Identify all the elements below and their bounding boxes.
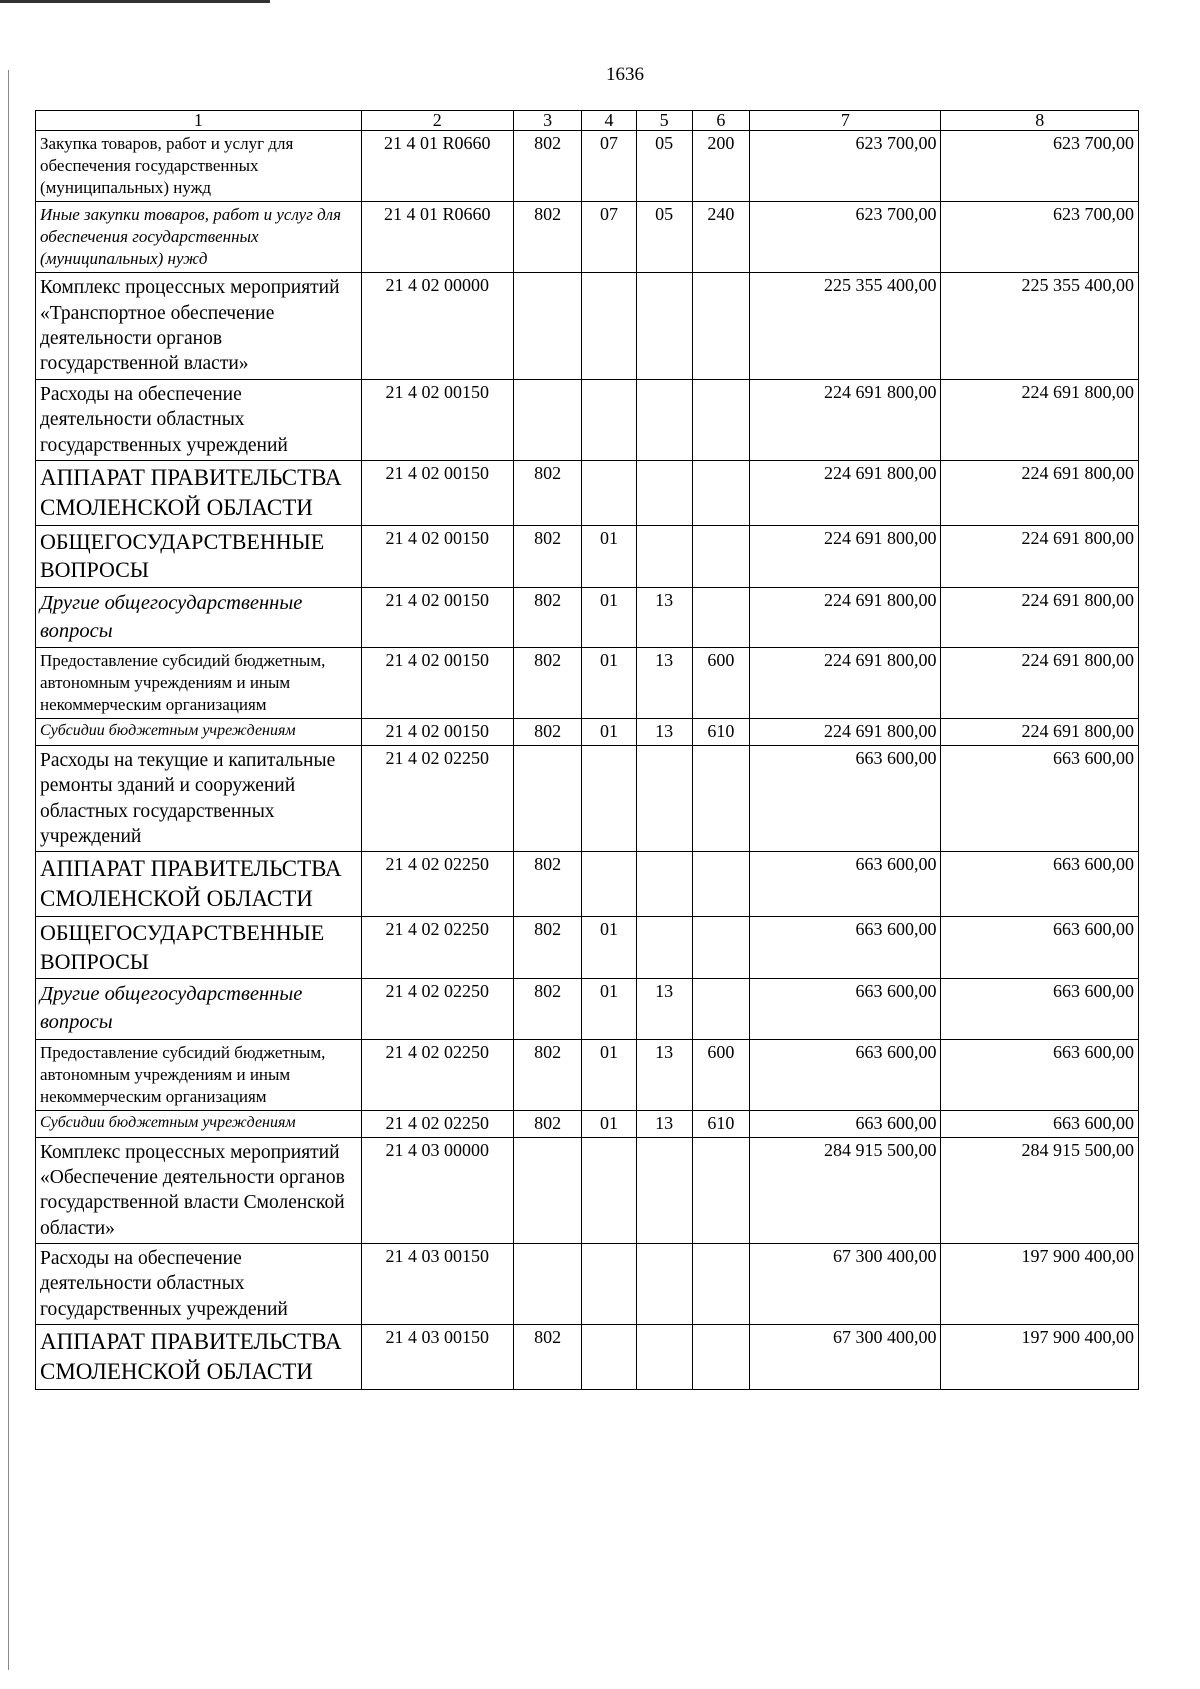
amount-year-2-cell: 663 600,00 bbox=[941, 852, 1139, 917]
expense-type-cell: 610 bbox=[692, 1111, 750, 1138]
amount-year-1-cell: 224 691 800,00 bbox=[750, 525, 941, 587]
item-name-cell: Другие общегосударственные вопросы bbox=[36, 587, 362, 647]
subsection-code-cell bbox=[636, 746, 692, 852]
column-header: 2 bbox=[361, 111, 513, 131]
ministry-code-cell: 802 bbox=[513, 648, 581, 719]
table-row bbox=[36, 525, 1139, 587]
ministry-code-cell: 802 bbox=[513, 917, 581, 979]
expense-type-cell bbox=[692, 587, 750, 647]
subsection-code-cell: 13 bbox=[636, 1039, 692, 1110]
amount-year-1-cell: 623 700,00 bbox=[750, 202, 941, 273]
subsection-code-cell: 13 bbox=[636, 979, 692, 1039]
column-header: 7 bbox=[750, 111, 941, 131]
amount-year-1-cell: 663 600,00 bbox=[750, 979, 941, 1039]
target-article-cell: 21 4 02 00150 bbox=[361, 648, 513, 719]
amount-year-1-cell: 663 600,00 bbox=[750, 852, 941, 917]
expense-type-cell bbox=[692, 1325, 750, 1390]
item-name-cell: Комплекс процессных мероприятий «Обеспечение деятельности органов государственной власти Смоленской области» bbox=[36, 1137, 362, 1243]
item-name-cell: Иные закупки товаров, работ и услуг для обеспечения государственных (муниципальных) нужд bbox=[36, 202, 362, 273]
column-header: 1 bbox=[36, 111, 362, 131]
ministry-code-cell: 802 bbox=[513, 130, 581, 201]
subsection-code-cell bbox=[636, 917, 692, 979]
column-header: 5 bbox=[636, 111, 692, 131]
item-name-cell: ОБЩЕГОСУДАРСТВЕННЫЕ ВОПРОСЫ bbox=[36, 525, 362, 587]
section-code-cell: 01 bbox=[582, 1111, 637, 1138]
amount-year-2-cell: 663 600,00 bbox=[941, 917, 1139, 979]
table-row bbox=[36, 746, 1139, 852]
section-code-cell: 07 bbox=[582, 202, 637, 273]
target-article-cell: 21 4 03 00150 bbox=[361, 1243, 513, 1324]
section-code-cell: 01 bbox=[582, 525, 637, 587]
item-name-cell: Предоставление субсидий бюджетным, автономным учреждениям и иным некоммерческим организациям bbox=[36, 648, 362, 719]
section-code-cell: 01 bbox=[582, 917, 637, 979]
budget-table bbox=[35, 110, 1139, 1390]
table-row bbox=[36, 1039, 1139, 1110]
item-name-cell: Расходы на обеспечение деятельности областных государственных учреждений bbox=[36, 1243, 362, 1324]
table-row bbox=[36, 130, 1139, 201]
section-code-cell bbox=[582, 746, 637, 852]
section-code-cell bbox=[582, 1243, 637, 1324]
amount-year-1-cell: 663 600,00 bbox=[750, 1111, 941, 1138]
table-row bbox=[36, 979, 1139, 1039]
ministry-code-cell: 802 bbox=[513, 1325, 581, 1390]
amount-year-1-cell: 224 691 800,00 bbox=[750, 379, 941, 460]
amount-year-2-cell: 224 691 800,00 bbox=[941, 525, 1139, 587]
section-code-cell: 01 bbox=[582, 587, 637, 647]
expense-type-cell bbox=[692, 917, 750, 979]
ministry-code-cell: 802 bbox=[513, 1111, 581, 1138]
amount-year-2-cell: 623 700,00 bbox=[941, 130, 1139, 201]
ministry-code-cell: 802 bbox=[513, 719, 581, 746]
target-article-cell: 21 4 02 02250 bbox=[361, 1039, 513, 1110]
section-code-cell: 01 bbox=[582, 1039, 637, 1110]
section-code-cell bbox=[582, 379, 637, 460]
expense-type-cell bbox=[692, 852, 750, 917]
target-article-cell: 21 4 03 00150 bbox=[361, 1325, 513, 1390]
expense-type-cell bbox=[692, 525, 750, 587]
item-name-cell: Закупка товаров, работ и услуг для обеспечения государственных (муниципальных) нужд bbox=[36, 130, 362, 201]
table-row bbox=[36, 460, 1139, 525]
expense-type-cell bbox=[692, 1137, 750, 1243]
expense-type-cell bbox=[692, 273, 750, 379]
amount-year-1-cell: 224 691 800,00 bbox=[750, 587, 941, 647]
expense-type-cell bbox=[692, 1243, 750, 1324]
item-name-cell: АППАРАТ ПРАВИТЕЛЬСТВА СМОЛЕНСКОЙ ОБЛАСТИ bbox=[36, 460, 362, 525]
target-article-cell: 21 4 01 R0660 bbox=[361, 130, 513, 201]
subsection-code-cell bbox=[636, 852, 692, 917]
subsection-code-cell bbox=[636, 1325, 692, 1390]
item-name-cell: Другие общегосударственные вопросы bbox=[36, 979, 362, 1039]
target-article-cell: 21 4 02 02250 bbox=[361, 746, 513, 852]
amount-year-1-cell: 663 600,00 bbox=[750, 1039, 941, 1110]
ministry-code-cell: 802 bbox=[513, 460, 581, 525]
amount-year-2-cell: 224 691 800,00 bbox=[941, 460, 1139, 525]
target-article-cell: 21 4 02 00150 bbox=[361, 719, 513, 746]
amount-year-1-cell: 67 300 400,00 bbox=[750, 1243, 941, 1324]
ministry-code-cell: 802 bbox=[513, 1039, 581, 1110]
amount-year-2-cell: 284 915 500,00 bbox=[941, 1137, 1139, 1243]
amount-year-2-cell: 224 691 800,00 bbox=[941, 379, 1139, 460]
item-name-cell: Субсидии бюджетным учреждениям bbox=[36, 719, 362, 746]
column-header: 4 bbox=[582, 111, 637, 131]
amount-year-2-cell: 224 691 800,00 bbox=[941, 587, 1139, 647]
subsection-code-cell bbox=[636, 525, 692, 587]
column-header: 8 bbox=[941, 111, 1139, 131]
expense-type-cell: 240 bbox=[692, 202, 750, 273]
amount-year-2-cell: 663 600,00 bbox=[941, 746, 1139, 852]
ministry-code-cell bbox=[513, 1243, 581, 1324]
amount-year-2-cell: 224 691 800,00 bbox=[941, 648, 1139, 719]
amount-year-1-cell: 67 300 400,00 bbox=[750, 1325, 941, 1390]
amount-year-2-cell: 623 700,00 bbox=[941, 202, 1139, 273]
amount-year-1-cell: 224 691 800,00 bbox=[750, 648, 941, 719]
ministry-code-cell: 802 bbox=[513, 202, 581, 273]
target-article-cell: 21 4 02 00150 bbox=[361, 587, 513, 647]
section-code-cell: 01 bbox=[582, 719, 637, 746]
amount-year-2-cell: 197 900 400,00 bbox=[941, 1243, 1139, 1324]
left-margin-rule bbox=[8, 70, 9, 1670]
expense-type-cell bbox=[692, 746, 750, 852]
target-article-cell: 21 4 03 00000 bbox=[361, 1137, 513, 1243]
subsection-code-cell: 05 bbox=[636, 130, 692, 201]
section-code-cell: 01 bbox=[582, 979, 637, 1039]
subsection-code-cell: 13 bbox=[636, 719, 692, 746]
item-name-cell: АППАРАТ ПРАВИТЕЛЬСТВА СМОЛЕНСКОЙ ОБЛАСТИ bbox=[36, 1325, 362, 1390]
target-article-cell: 21 4 02 02250 bbox=[361, 979, 513, 1039]
subsection-code-cell: 13 bbox=[636, 1111, 692, 1138]
amount-year-1-cell: 284 915 500,00 bbox=[750, 1137, 941, 1243]
section-code-cell bbox=[582, 1137, 637, 1243]
amount-year-1-cell: 225 355 400,00 bbox=[750, 273, 941, 379]
ministry-code-cell: 802 bbox=[513, 525, 581, 587]
table-row bbox=[36, 917, 1139, 979]
item-name-cell: Предоставление субсидий бюджетным, автономным учреждениям и иным некоммерческим организациям bbox=[36, 1039, 362, 1110]
amount-year-2-cell: 197 900 400,00 bbox=[941, 1325, 1139, 1390]
expense-type-cell: 600 bbox=[692, 1039, 750, 1110]
amount-year-1-cell: 663 600,00 bbox=[750, 746, 941, 852]
section-code-cell: 01 bbox=[582, 648, 637, 719]
table-row bbox=[36, 1243, 1139, 1324]
column-header: 3 bbox=[513, 111, 581, 131]
section-code-cell bbox=[582, 852, 637, 917]
subsection-code-cell: 05 bbox=[636, 202, 692, 273]
item-name-cell: Комплекс процессных мероприятий «Транспортное обеспечение деятельности органов государственной власти» bbox=[36, 273, 362, 379]
ministry-code-cell bbox=[513, 1137, 581, 1243]
header-row bbox=[36, 111, 1139, 131]
amount-year-1-cell: 663 600,00 bbox=[750, 917, 941, 979]
table-row bbox=[36, 648, 1139, 719]
expense-type-cell: 600 bbox=[692, 648, 750, 719]
table-row bbox=[36, 379, 1139, 460]
item-name-cell: АППАРАТ ПРАВИТЕЛЬСТВА СМОЛЕНСКОЙ ОБЛАСТИ bbox=[36, 852, 362, 917]
top-edge-rule bbox=[0, 0, 270, 3]
subsection-code-cell: 13 bbox=[636, 648, 692, 719]
table-row bbox=[36, 1111, 1139, 1138]
ministry-code-cell: 802 bbox=[513, 587, 581, 647]
expense-type-cell: 610 bbox=[692, 719, 750, 746]
table-row bbox=[36, 273, 1139, 379]
expense-type-cell bbox=[692, 460, 750, 525]
item-name-cell: Расходы на текущие и капитальные ремонты зданий и сооружений областных государственных учреждений bbox=[36, 746, 362, 852]
table-row bbox=[36, 202, 1139, 273]
target-article-cell: 21 4 02 00150 bbox=[361, 525, 513, 587]
table-row bbox=[36, 1325, 1139, 1390]
amount-year-1-cell: 623 700,00 bbox=[750, 130, 941, 201]
amount-year-2-cell: 663 600,00 bbox=[941, 1039, 1139, 1110]
table-row bbox=[36, 587, 1139, 647]
subsection-code-cell: 13 bbox=[636, 587, 692, 647]
amount-year-2-cell: 225 355 400,00 bbox=[941, 273, 1139, 379]
amount-year-2-cell: 663 600,00 bbox=[941, 979, 1139, 1039]
table-body bbox=[36, 130, 1139, 1389]
table-row bbox=[36, 852, 1139, 917]
target-article-cell: 21 4 02 02250 bbox=[361, 852, 513, 917]
ministry-code-cell bbox=[513, 273, 581, 379]
column-header: 6 bbox=[692, 111, 750, 131]
section-code-cell: 07 bbox=[582, 130, 637, 201]
subsection-code-cell bbox=[636, 1243, 692, 1324]
subsection-code-cell bbox=[636, 460, 692, 525]
expense-type-cell: 200 bbox=[692, 130, 750, 201]
amount-year-1-cell: 224 691 800,00 bbox=[750, 460, 941, 525]
ministry-code-cell bbox=[513, 746, 581, 852]
target-article-cell: 21 4 02 02250 bbox=[361, 917, 513, 979]
table-row bbox=[36, 1137, 1139, 1243]
ministry-code-cell: 802 bbox=[513, 852, 581, 917]
amount-year-1-cell: 224 691 800,00 bbox=[750, 719, 941, 746]
subsection-code-cell bbox=[636, 273, 692, 379]
subsection-code-cell bbox=[636, 1137, 692, 1243]
amount-year-2-cell: 224 691 800,00 bbox=[941, 719, 1139, 746]
expense-type-cell bbox=[692, 979, 750, 1039]
target-article-cell: 21 4 02 00150 bbox=[361, 379, 513, 460]
target-article-cell: 21 4 02 02250 bbox=[361, 1111, 513, 1138]
section-code-cell bbox=[582, 273, 637, 379]
item-name-cell: ОБЩЕГОСУДАРСТВЕННЫЕ ВОПРОСЫ bbox=[36, 917, 362, 979]
ministry-code-cell bbox=[513, 379, 581, 460]
section-code-cell bbox=[582, 460, 637, 525]
item-name-cell: Субсидии бюджетным учреждениям bbox=[36, 1111, 362, 1138]
target-article-cell: 21 4 01 R0660 bbox=[361, 202, 513, 273]
table-row bbox=[36, 719, 1139, 746]
item-name-cell: Расходы на обеспечение деятельности областных государственных учреждений bbox=[36, 379, 362, 460]
target-article-cell: 21 4 02 00000 bbox=[361, 273, 513, 379]
section-code-cell bbox=[582, 1325, 637, 1390]
target-article-cell: 21 4 02 00150 bbox=[361, 460, 513, 525]
ministry-code-cell: 802 bbox=[513, 979, 581, 1039]
amount-year-2-cell: 663 600,00 bbox=[941, 1111, 1139, 1138]
subsection-code-cell bbox=[636, 379, 692, 460]
expense-type-cell bbox=[692, 379, 750, 460]
page-number: 1636 bbox=[606, 64, 644, 85]
